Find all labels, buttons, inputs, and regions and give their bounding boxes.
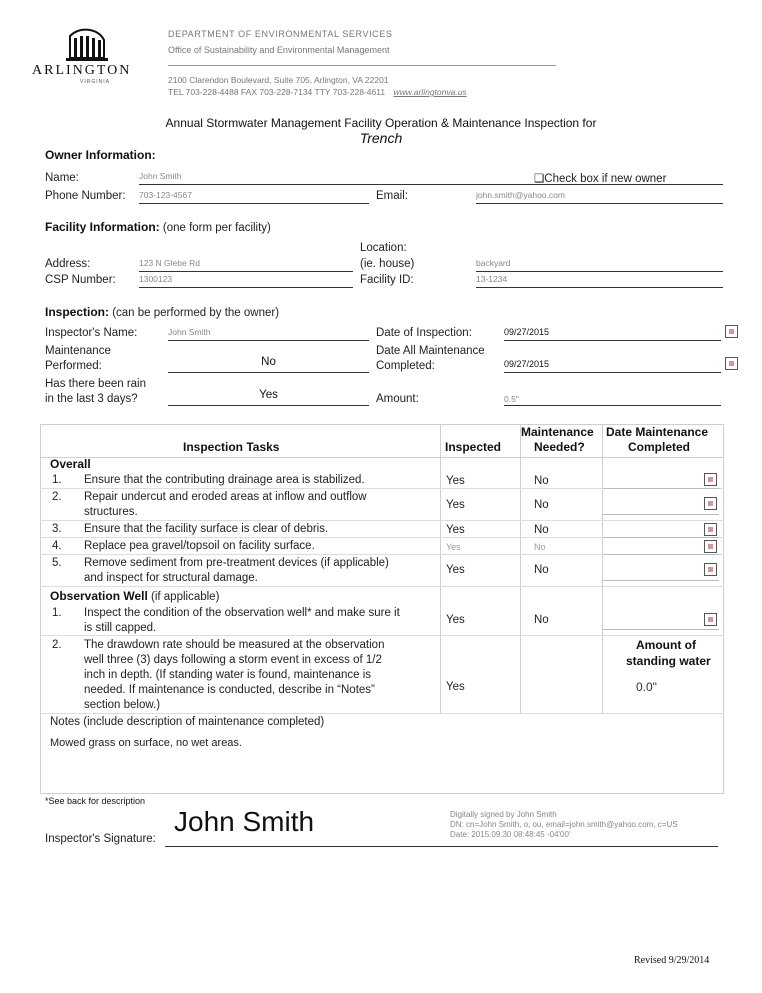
task-text: Ensure that the contributing drainage area is stabilized. bbox=[84, 474, 365, 486]
owner-heading: Owner Information: bbox=[45, 148, 156, 162]
amount-field[interactable] bbox=[504, 393, 721, 405]
email-field[interactable] bbox=[476, 189, 723, 203]
task-number: 5. bbox=[52, 557, 62, 569]
arlington-house-icon bbox=[20, 26, 155, 66]
contact-numbers: TEL 703-228-4488 FAX 703-228-7134 TTY 703-228-4611 bbox=[168, 87, 386, 97]
office-name: Office of Sustainability and Environmental Management bbox=[168, 45, 390, 55]
facility-id-value: 13-1234 bbox=[476, 274, 508, 284]
observation-heading-label: Observation Well bbox=[50, 589, 148, 603]
task-number: 2. bbox=[52, 639, 62, 651]
revised-date: Revised 9/29/2014 bbox=[634, 955, 710, 966]
rain-label-1: Has there been rain bbox=[45, 378, 147, 390]
standing-water-label-2: standing water bbox=[626, 654, 711, 668]
task-number: 2. bbox=[52, 491, 62, 503]
maintenance-label-2: Performed: bbox=[45, 360, 102, 372]
task-completed-date-picker[interactable] bbox=[704, 540, 717, 553]
task-number: 1. bbox=[52, 474, 62, 486]
facility-heading-label: Facility Information: bbox=[45, 220, 160, 234]
standing-water-value: 0.0" bbox=[636, 680, 657, 694]
contact-line bbox=[168, 87, 467, 97]
maintenance-value: No bbox=[261, 356, 276, 368]
facility-id-label: Facility ID: bbox=[360, 274, 414, 286]
logo-text: ARLINGTON bbox=[32, 63, 132, 78]
task-text: Replace pea gravel/topsoil on facility surface. bbox=[84, 540, 315, 552]
task-text: Remove sediment from pre-treatment devices (if applicable) bbox=[84, 557, 389, 569]
standing-water-field[interactable] bbox=[636, 680, 716, 696]
task-needed: No bbox=[534, 614, 549, 626]
task-text-cont: inch in depth. (If standing water is found, maintenance is bbox=[84, 669, 372, 681]
csp-value: 1300123 bbox=[139, 274, 173, 284]
header-divider bbox=[168, 65, 556, 66]
inspection-heading bbox=[45, 305, 279, 319]
inspection-date-field[interactable] bbox=[504, 326, 721, 340]
address-label: Address: bbox=[45, 258, 91, 270]
location-field[interactable] bbox=[476, 257, 723, 271]
col-header-tasks: Inspection Tasks bbox=[183, 440, 280, 454]
name-value: John Smith bbox=[139, 171, 182, 181]
notes-value: Mowed grass on surface, no wet areas. bbox=[50, 737, 242, 749]
signature-line bbox=[165, 846, 718, 847]
inspection-date-value: 09/27/2015 bbox=[504, 327, 550, 337]
inspection-heading-label: Inspection: bbox=[45, 305, 110, 319]
facility-type-title: Trench bbox=[359, 130, 403, 146]
signature-field[interactable] bbox=[174, 806, 444, 842]
task-needed: No bbox=[534, 475, 549, 487]
address-field[interactable] bbox=[139, 257, 353, 271]
amount-label: Amount: bbox=[376, 393, 419, 405]
phone-value: 703-123-4567 bbox=[139, 190, 192, 200]
date-all-field[interactable] bbox=[504, 358, 721, 372]
inspection-date-picker[interactable] bbox=[725, 325, 738, 338]
task-inspected: Yes bbox=[446, 524, 465, 536]
task-completed-date-picker[interactable] bbox=[704, 473, 717, 486]
name-field[interactable] bbox=[139, 170, 367, 184]
csp-label: CSP Number: bbox=[45, 274, 116, 286]
task-inspected: Yes bbox=[446, 614, 465, 626]
task-inspected: Yes bbox=[446, 681, 465, 693]
department-address: 2100 Clarendon Boulevard, Suite 705, Arlington, VA 22201 bbox=[168, 75, 389, 85]
task-completed-date-picker[interactable] bbox=[704, 563, 717, 576]
inspection-heading-note: (can be performed by the owner) bbox=[109, 307, 280, 319]
amount-value: 0.5" bbox=[504, 394, 519, 404]
task-inspected: Yes bbox=[446, 542, 461, 552]
phone-field[interactable] bbox=[139, 189, 369, 203]
task-text: Ensure that the facility surface is clear of debris. bbox=[84, 523, 329, 535]
observation-heading bbox=[50, 589, 219, 603]
location-value: backyard bbox=[476, 258, 511, 268]
inspector-name-value: John Smith bbox=[168, 327, 211, 337]
date-all-label-2: Completed: bbox=[376, 360, 435, 372]
date-all-picker[interactable] bbox=[725, 357, 738, 370]
digital-sign-line-3: Date: 2015.09.30 08:48:45 -04'00' bbox=[450, 830, 571, 839]
task-number: 4. bbox=[52, 540, 62, 552]
col-header-completed-1: Date Maintenance bbox=[606, 425, 709, 439]
csp-field[interactable] bbox=[139, 273, 353, 287]
observation-heading-note: (if applicable) bbox=[147, 591, 220, 603]
task-needed: No bbox=[534, 542, 546, 552]
logo-subtext: VIRGINIA bbox=[80, 79, 110, 85]
rain-value: Yes bbox=[259, 389, 278, 401]
task-text-cont: well three (3) days following a storm event in excess of 1/2 bbox=[84, 654, 382, 666]
task-text-cont: is still capped. bbox=[84, 622, 157, 634]
task-text: Repair undercut and eroded areas at inflow and outflow bbox=[84, 491, 367, 503]
rain-field[interactable] bbox=[168, 389, 369, 405]
task-text-cont: section below.) bbox=[84, 699, 161, 711]
arlington-logo bbox=[20, 26, 155, 86]
email-label: Email: bbox=[376, 190, 408, 202]
inspection-date-label: Date of Inspection: bbox=[376, 327, 472, 339]
phone-label: Phone Number: bbox=[45, 190, 126, 202]
col-header-inspected: Inspected bbox=[445, 440, 502, 454]
digital-sign-line-2: DN: cn=John Smith, o, ou, email=john.smith@yahoo.com, c=US bbox=[450, 820, 678, 829]
task-number: 1. bbox=[52, 607, 62, 619]
address-value: 123 N Glebe Rd bbox=[139, 258, 200, 268]
task-number: 3. bbox=[52, 523, 62, 535]
location-label-1: Location: bbox=[360, 242, 407, 254]
col-header-completed-2: Completed bbox=[628, 440, 691, 454]
facility-heading-note: (one form per facility) bbox=[159, 222, 271, 234]
inspector-name-label: Inspector's Name: bbox=[45, 327, 138, 339]
task-inspected: Yes bbox=[446, 475, 465, 487]
overall-heading: Overall bbox=[50, 457, 91, 471]
task-inspected: Yes bbox=[446, 499, 465, 511]
signature-label: Inspector's Signature: bbox=[45, 833, 156, 845]
rain-label-2: in the last 3 days? bbox=[45, 393, 138, 405]
facility-heading bbox=[45, 220, 271, 234]
see-back-note: *See back for description bbox=[45, 796, 146, 806]
email-value: john.smith@yahoo.com bbox=[476, 190, 565, 200]
task-text: Inspect the condition of the observation well* and make sure it bbox=[84, 607, 400, 619]
task-inspected: Yes bbox=[446, 564, 465, 576]
date-all-label-1: Date All Maintenance bbox=[376, 345, 485, 357]
task-needed: No bbox=[534, 499, 549, 511]
maintenance-label-1: Maintenance bbox=[45, 345, 111, 357]
website-link[interactable]: www.arlingtonva.us bbox=[393, 87, 467, 97]
task-text-cont: needed. If maintenance is conducted, describe in “Notes” bbox=[84, 684, 375, 696]
new-owner-checkbox[interactable]: ❑Check box if new owner bbox=[534, 173, 667, 185]
inspector-name-field[interactable] bbox=[168, 326, 369, 340]
col-header-needed-2: Needed? bbox=[534, 440, 585, 454]
facility-id-field[interactable] bbox=[476, 273, 723, 287]
maintenance-field[interactable] bbox=[168, 356, 369, 372]
task-completed-date-picker[interactable] bbox=[704, 497, 717, 510]
name-label: Name: bbox=[45, 172, 79, 184]
digital-sign-line-1: Digitally signed by John Smith bbox=[450, 810, 557, 819]
col-header-needed-1: Maintenance bbox=[521, 425, 594, 439]
department-name: DEPARTMENT OF ENVIRONMENTAL SERVICES bbox=[168, 29, 393, 39]
location-label-2: (ie. house) bbox=[360, 258, 415, 270]
signature-value: John Smith bbox=[174, 806, 315, 837]
notes-label: Notes (include description of maintenance completed) bbox=[50, 716, 325, 728]
standing-water-label-1: Amount of bbox=[636, 638, 696, 652]
task-completed-date-picker[interactable] bbox=[704, 613, 717, 626]
task-needed: No bbox=[534, 564, 549, 576]
task-text: The drawdown rate should be measured at the observation bbox=[84, 639, 385, 651]
form-title: Annual Stormwater Management Facility Operation & Maintenance Inspection for bbox=[165, 116, 597, 130]
task-needed: No bbox=[534, 524, 549, 536]
notes-field[interactable] bbox=[50, 737, 710, 787]
date-all-value: 09/27/2015 bbox=[504, 359, 550, 369]
task-text-cont: structures. bbox=[84, 506, 138, 518]
task-completed-date-picker[interactable] bbox=[704, 523, 717, 536]
task-text-cont: and inspect for structural damage. bbox=[84, 572, 258, 584]
